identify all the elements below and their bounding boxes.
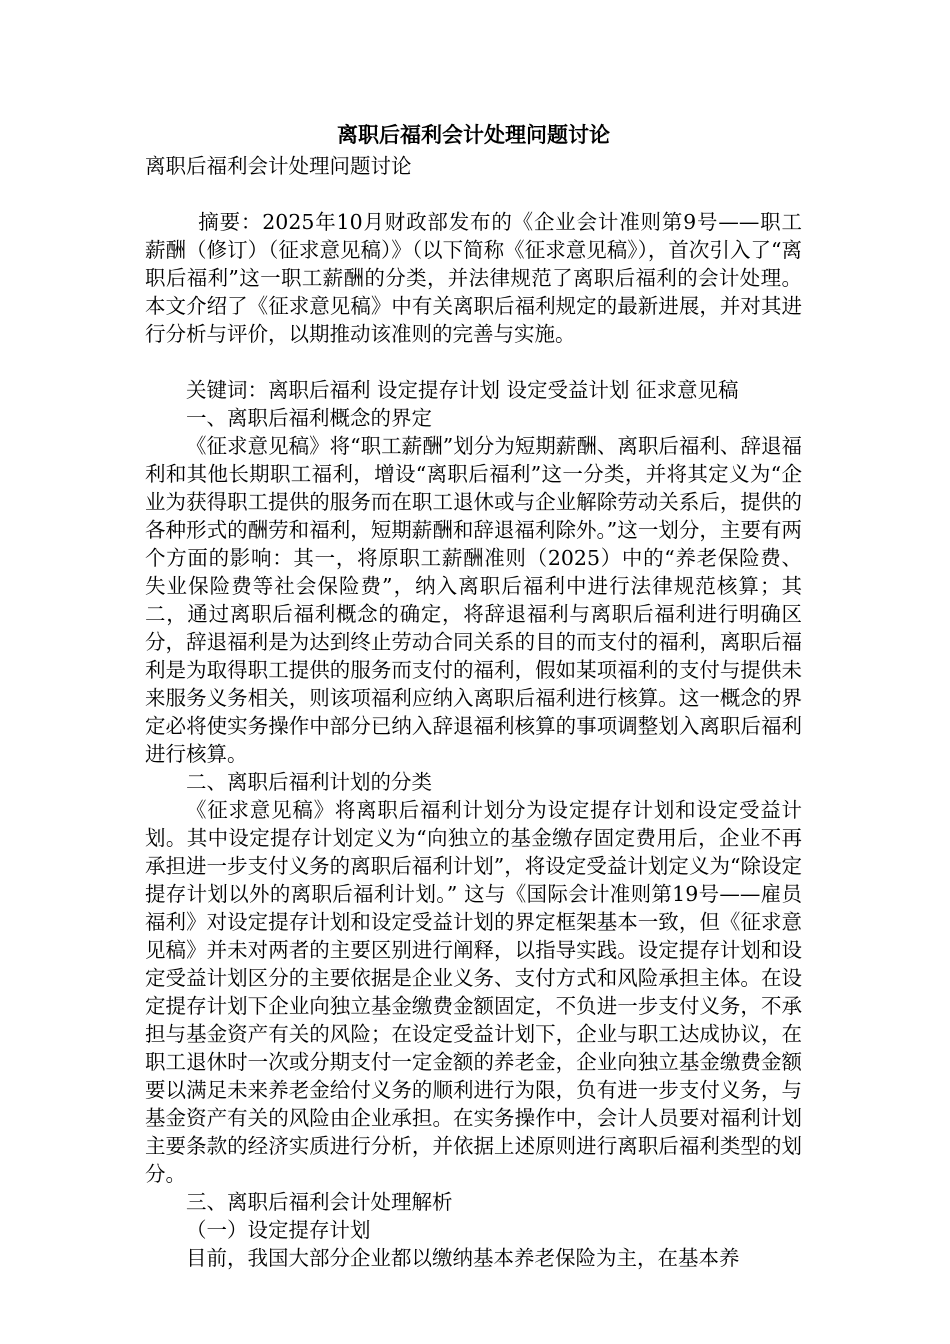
- abstract-paragraph: 摘要：2025年10月财政部发布的《企业会计准则第9号——职工薪酬（修订）（征求意见稿）》（以下简称《征求意见稿》），首次引入了“离职后福利”这一职工薪酬的分类，并法律规范了离职后福利的会计处理。本文介绍了《征求意见稿》中有关离职后福利规定的最新进展，并对其进行分析与评价，以期推动该准则的完善与实施。: [145, 210, 802, 346]
- section-2-heading: 二、离职后福利计划的分类: [186, 770, 432, 794]
- section-1-heading: 一、离职后福利概念的界定: [186, 406, 432, 430]
- blank-line: [145, 180, 802, 208]
- section-1-paragraph: 《征求意见稿》将“职工薪酬”划分为短期薪酬、离职后福利、辞退福利和其他长期职工福利，增设“离职后福利”这一分类，并将其定义为“企业为获得职工提供的服务而在职工退休或与企业解除劳动关系后，提供的各种形式的酬劳和福利，短期薪酬和辞退福利除外。”这一划分，主要有两个方面的影响：其一，将原职工薪酬准则（2025）中的“养老保险费、失业保险费等社会保险费”，纳入离职后福利中进行法律规范核算；其二，通过离职后福利概念的确定，将辞退福利与离职后福利进行明确区分，辞退福利是为达到终止劳动合同关系的目的而支付的福利，离职后福利是为取得职工提供的服务而支付的福利，假如某项福利的支付与提供未来服务义务相关，则该项福利应纳入离职后福利进行核算。这一概念的界定必将使实务操作中部分已纳入辞退福利核算的事项调整划入离职后福利进行核算。: [145, 434, 802, 766]
- section-3-subheading-1: （一）设定提存计划: [186, 1218, 371, 1242]
- blank-line: [145, 348, 802, 376]
- section-3-paragraph: 目前，我国大部分企业都以缴纳基本养老保险为主，在基本养: [186, 1246, 740, 1270]
- document-subtitle: 离职后福利会计处理问题讨论: [145, 154, 412, 178]
- section-3-heading: 三、离职后福利会计处理解析: [186, 1190, 453, 1214]
- keywords-line: 关键词：离职后福利 设定提存计划 设定受益计划 征求意见稿: [186, 378, 739, 402]
- section-2-paragraph: 《征求意见稿》将离职后福利计划分为设定提存计划和设定受益计划。其中设定提存计划定义为“向独立的基金缴存固定费用后，企业不再承担进一步支付义务的离职后福利计划”，将设定受益计划定义为“除设定提存计划以外的离职后福利计划。” 这与《国际会计准则第19号——雇员福利》对设定提存计划和设定受益计划的界定框架基本一致，但《征求意见稿》并未对两者的主要区别进行阐释，以指导实践。设定提存计划和设定受益计划区分的主要依据是企业义务、支付方式和风险承担主体。在设定提存计划下企业向独立基金缴费金额固定，不负进一步支付义务，不承担与基金资产有关的风险；在设定受益计划下，企业与职工达成协议，在职工退休时一次或分期支付一定金额的养老金，企业向独立基金缴费金额要以满足未来养老金给付义务的顺利进行为限，负有进一步支付义务，与基金资产有关的风险由企业承担。在实务操作中，会计人员要对福利计划主要条款的经济实质进行分析，并依据上述原则进行离职后福利类型的划分。: [145, 798, 802, 1186]
- document-title: 离职后福利会计处理问题讨论: [337, 122, 610, 147]
